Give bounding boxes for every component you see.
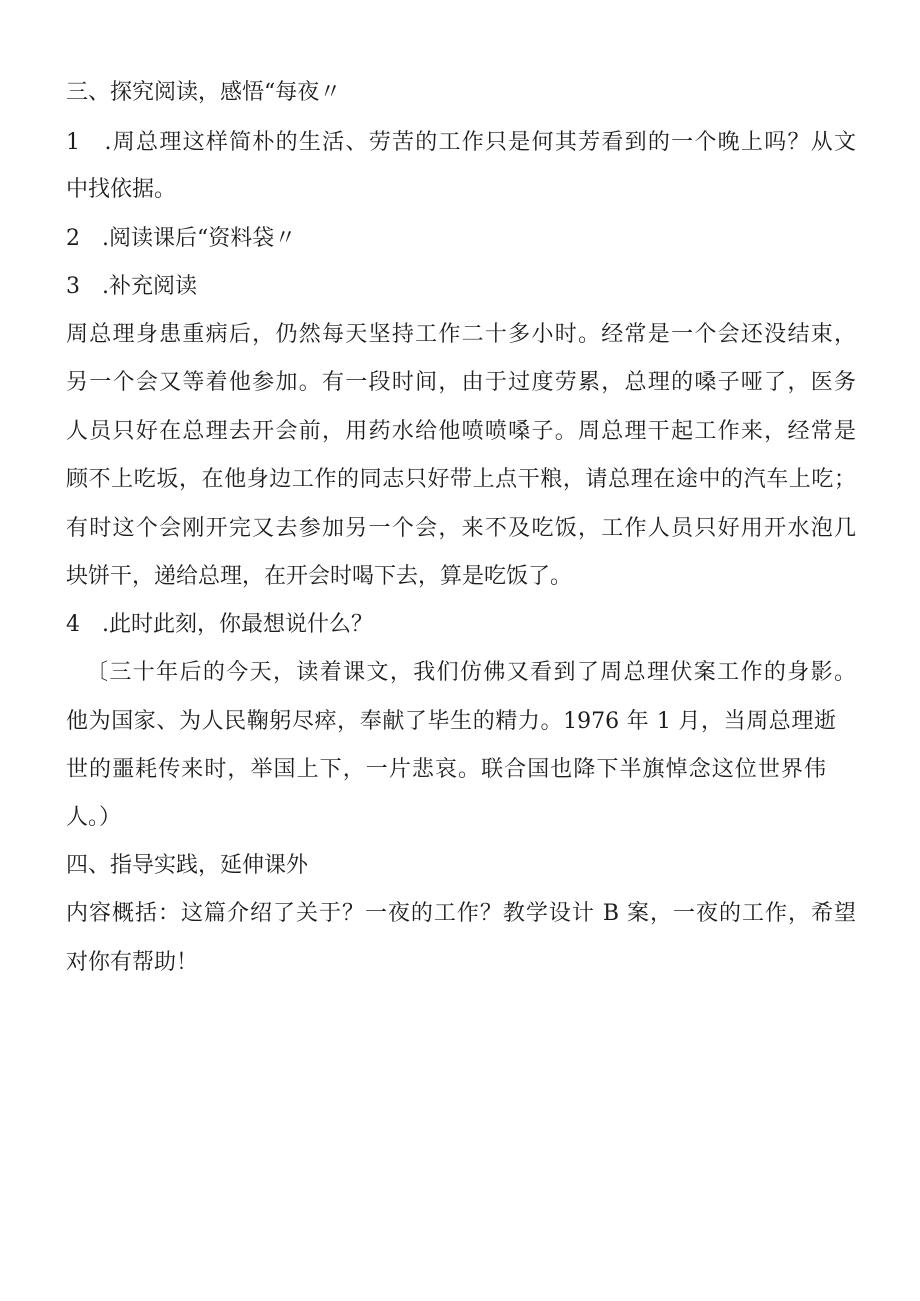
reading-paragraph-line-6: 块饼干，递给总理，在开会时喝下去，算是吃饭了。 [66, 564, 573, 589]
teacher-paragraph-line-3: 世的噩耗传来时，举国上下，一片悲哀。联合国也降下半旗悼念这位世界伟 [66, 757, 826, 782]
teacher-paragraph-line-4: 人。） [66, 805, 122, 830]
reading-paragraph-line-3: 人员只好在总理去开会前，用药水给他喷喷嗓子。周总理干起工作来，经常是 [66, 419, 856, 444]
question-2: 2 .阅读课后“资料袋〃 [66, 226, 297, 251]
teacher-paragraph-line-2: 他为国家、为人民鞠躬尽瘁，奉献了毕生的精力。1976 年 1 月，当周总理逝 [66, 709, 836, 734]
summary-line-1: 内容概括：这篇介绍了关于？一夜的工作？教学设计 B 案，一夜的工作，希望 [66, 901, 856, 926]
reading-paragraph-line-1: 周总理身患重病后，仍然每天坚持工作二十多小时。经常是一个会还没结束， [66, 322, 856, 347]
question-1-line-1: 1 .周总理这样简朴的生活、劳苦的工作只是何其芳看到的一个晚上吗？从文 [66, 130, 856, 155]
question-1-line-2: 中找依据。 [66, 177, 177, 202]
section-3-title: 三、探究阅读，感悟“每夜〃 [66, 80, 342, 105]
teacher-paragraph-line-1: 〔三十年后的今天，读着课文，我们仿佛又看到了周总理伏案工作的身影。 [86, 660, 856, 685]
reading-paragraph-line-2: 另一个会又等着他参加。有一段时间，由于过度劳累，总理的嗓子哑了，医务 [66, 370, 856, 395]
summary-line-2: 对你有帮助！ [66, 950, 199, 975]
reading-paragraph-line-4: 顾不上吃坂，在他身边工作的同志只好带上点干粮，请总理在途中的汽车上吃； [66, 467, 856, 492]
reading-paragraph-line-5: 有时这个会刚开完又去参加另一个会，来不及吃饭，工作人员只好用开水泡几 [66, 516, 856, 541]
question-4: 4 .此时此刻，你最想说什么？ [66, 612, 373, 637]
question-3: 3 .补充阅读 [66, 274, 197, 299]
section-4-title: 四、指导实践，延伸课外 [66, 853, 309, 878]
